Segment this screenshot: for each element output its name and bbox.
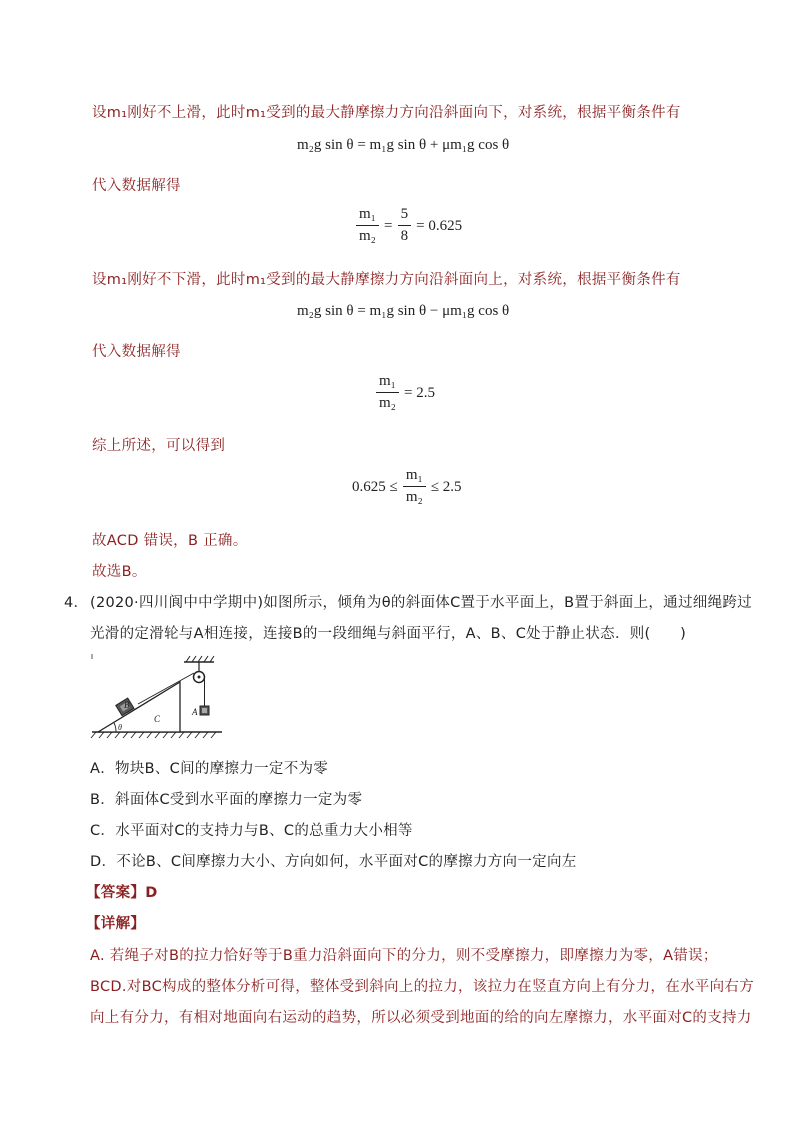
- incline-block-c: [98, 682, 180, 732]
- option-c: C．水平面对C的支持力与B、C的总重力大小相等: [90, 823, 413, 839]
- eq2-numerator: m₁: [356, 206, 379, 226]
- label-c: C: [154, 714, 161, 724]
- eq4-numerator: m₁: [376, 373, 399, 393]
- option-a: A．物块B、C间的摩擦力一定不为零: [90, 761, 329, 777]
- eq5-rhs: ≤ 2.5: [430, 479, 462, 495]
- solution-line-1: 设m₁刚好不上滑，此时m₁受到的最大静摩擦力方向沿斜面向下，对系统，根据平衡条件有: [92, 105, 681, 121]
- eq2-denominator: m₂: [359, 228, 376, 244]
- solution-line-5: 综上所述，可以得到: [92, 438, 226, 454]
- eq5-lhs: 0.625 ≤: [352, 479, 398, 495]
- equation-4: [376, 373, 435, 412]
- eq4-denominator: m₂: [379, 395, 396, 411]
- answer-value: D: [145, 885, 158, 901]
- solution-line-4: 代入数据解得: [92, 344, 181, 360]
- equation-5: [352, 467, 462, 506]
- equation-3: m₂g sin θ = m₁g sin θ − μm₁g cos θ: [297, 303, 510, 319]
- label-a: A: [192, 707, 198, 717]
- answer-line: [86, 881, 158, 902]
- eq2-numerator-2: 5: [398, 206, 412, 226]
- detail-heading: [86, 912, 145, 933]
- eq5-denominator: m₂: [405, 489, 423, 505]
- ceiling-mount: [184, 656, 214, 672]
- option-b: B．斜面体C受到水平面的摩擦力一定为零: [90, 792, 363, 808]
- question-stem-line-2: 光滑的定滑轮与A相连接，连接B的一段细绳与斜面平行，A、B、C处于静止状态．则( ): [90, 626, 687, 642]
- detail-line-1: A. 若绳子对B的拉力恰好等于B重力沿斜面向下的分力，则不受摩擦力，即摩擦力为零，A错误；: [90, 948, 718, 964]
- eq5-numerator: m₁: [403, 467, 426, 487]
- incline-pulley-figure: [88, 652, 238, 744]
- eq2-denominator-2: 8: [400, 228, 409, 244]
- question-number: 4．: [64, 595, 89, 611]
- solution-line-2: 代入数据解得: [92, 178, 181, 194]
- eq2-rhs: = 0.625: [416, 218, 463, 234]
- label-b: B: [124, 700, 130, 710]
- eq2-equals: =: [384, 218, 393, 234]
- option-d: D．不论B、C间摩擦力大小、方向如何，水平面对C的摩擦力方向一定向左: [90, 854, 577, 870]
- ground: [91, 732, 222, 738]
- answer-tag: 【答案】: [86, 885, 146, 901]
- block-a-face: [202, 708, 207, 713]
- pulley-axle: [198, 676, 201, 679]
- solution-line-6: 故ACD 错误，B 正确。: [92, 533, 248, 549]
- eq4-rhs: = 2.5: [404, 385, 435, 401]
- solution-line-3: 设m₁刚好不下滑，此时m₁受到的最大静摩擦力方向沿斜面向上，对系统，根据平衡条件有: [92, 272, 681, 288]
- detail-line-3: 向上有分力，有相对地面向右运动的趋势，所以必须受到地面的给的向左摩擦力，水平面对C的支持力: [90, 1010, 752, 1026]
- equation-1: m₂g sin θ = m₁g sin θ + μm₁g cos θ: [297, 137, 510, 153]
- question-stem-line-1: (2020·四川阆中中学期中)如图所示，倾角为θ的斜面体C置于水平面上，B置于斜面上，通过细绳跨过: [90, 595, 752, 611]
- equation-2: [356, 206, 462, 245]
- solution-line-7: 故选B。: [92, 564, 147, 580]
- label-theta: θ: [118, 723, 122, 732]
- detail-tag: 【详解】: [86, 916, 146, 932]
- detail-line-2: BCD.对BC构成的整体分析可得，整体受到斜向上的拉力，该拉力在竖直方向上有分力，在水平向右方: [90, 979, 755, 995]
